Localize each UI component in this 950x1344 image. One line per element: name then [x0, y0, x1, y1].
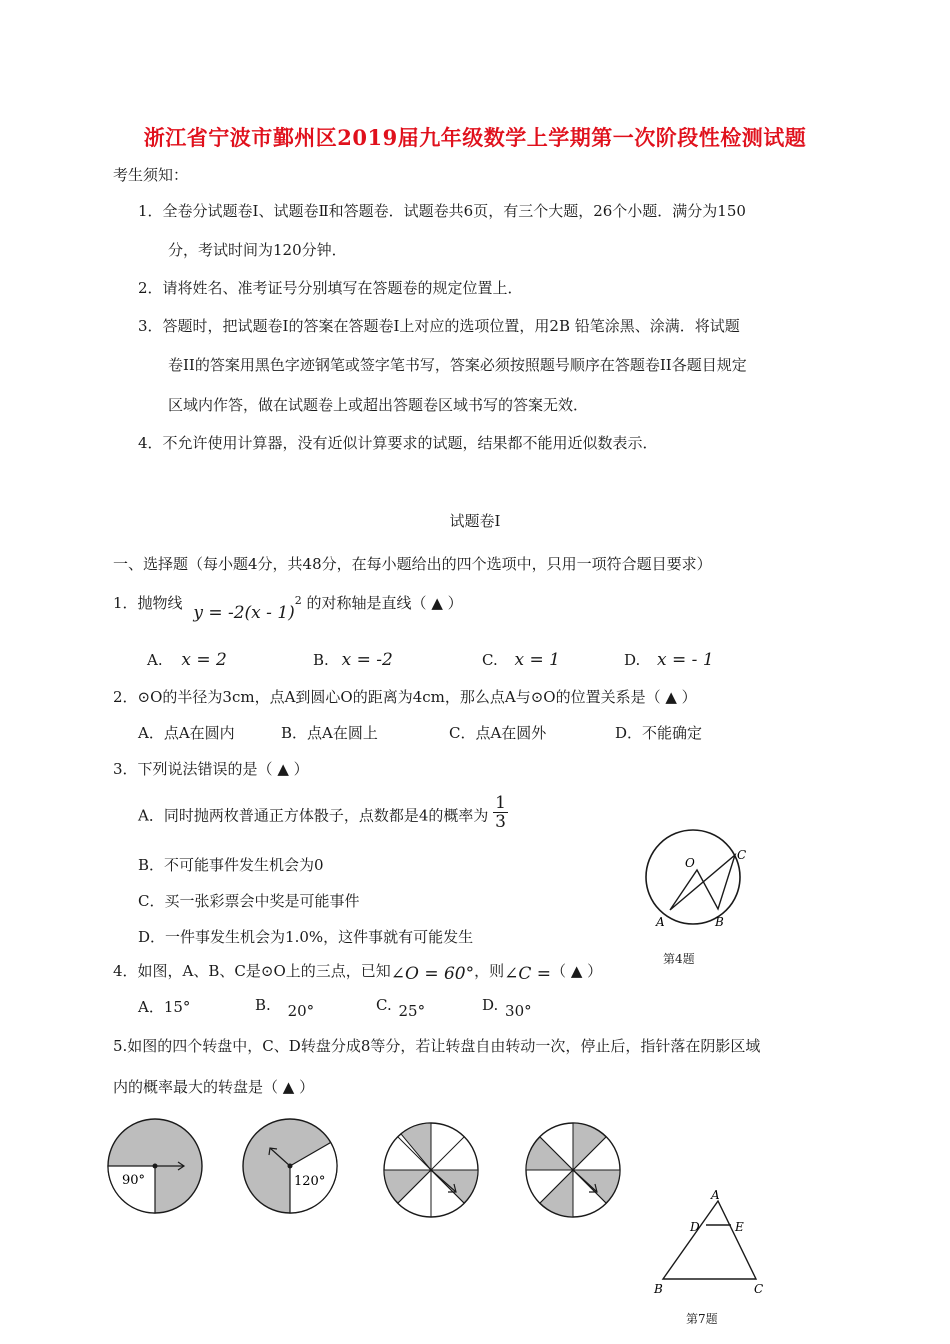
q4-stem-prefix: 4．如图，A、B、C是⊙O上的三点，已知 — [113, 962, 391, 980]
q1-option-b-label: B. — [313, 651, 329, 669]
q4-stem — [113, 960, 603, 984]
q4-option-b — [255, 996, 315, 1020]
q4-chords — [670, 855, 735, 910]
q7-label-d: D — [690, 1220, 700, 1234]
notice-item-4: 4．不允许使用计算器，没有近似计算要求的试题，结果都不能用近似数表示． — [138, 434, 658, 452]
notice-item-3-line-1: 3．答题时，把试题卷I的答案在答题卷I上对应的选项位置，用2B 铅笔涂黑、涂满．将试题 — [138, 317, 740, 335]
q1-option-c — [482, 650, 560, 670]
q1-option-a — [147, 650, 227, 670]
q2-option-c: C．点A在圆外 — [449, 724, 547, 742]
notice-item-1-line-2: 分，考试时间为120分钟． — [168, 241, 347, 259]
q3-option-b: B．不可能事件发生机会为0 — [138, 856, 324, 874]
page-title: 浙江省宁波市鄞州区2019届九年级数学上学期第一次阶段性检测试题 — [143, 125, 807, 150]
q3-fraction-numerator: 1 — [495, 793, 506, 813]
q2-stem: 2．⊙O的半径为3cm，点A到圆心O的距离为4cm，那么点A与⊙O的位置关系是（ ▲ ） — [113, 688, 697, 706]
q4-label-a: A — [656, 915, 665, 929]
q1-stem — [113, 592, 463, 623]
q1-option-d-value: x = - 1 — [657, 650, 714, 670]
q4-option-d-label: D. — [482, 996, 499, 1014]
q7-triangle — [663, 1201, 756, 1279]
q4-option-b-value: 20° — [287, 1002, 315, 1020]
part-one-heading: 一、选择题（每小题4分，共48分，在每小题给出的四个选项中，只用一项符合题目要求） — [113, 555, 712, 573]
q3-fraction-denominator: 3 — [495, 812, 506, 832]
q2-option-b: B．点A在圆上 — [281, 724, 378, 742]
notice-item-3-line-2: 卷II的答案用黑色字迹钢笔或签字笔书写，答案必须按照题号顺序在答题卷II各题目规定 — [168, 356, 747, 374]
q7-label-a: A — [711, 1188, 720, 1202]
q4-option-c — [376, 996, 426, 1020]
spinner-b-label: 120° — [294, 1174, 326, 1189]
notice-item-2: 2．请将姓名、准考证号分别填写在答题卷的规定位置上． — [138, 279, 523, 297]
q3-option-a — [138, 793, 508, 835]
q4-asked-angle: ∠C = — [504, 964, 552, 984]
q1-option-c-label: C. — [482, 651, 498, 669]
q4-option-d — [482, 996, 532, 1020]
q1-exponent: 2 — [294, 594, 302, 607]
q4-label-b: B — [715, 915, 724, 929]
q4-given-angle: ∠O = 60° — [390, 964, 475, 984]
q1-option-c-value: x = 1 — [514, 650, 560, 670]
q7-label-e: E — [735, 1220, 744, 1234]
q1-option-b — [313, 650, 393, 670]
q4-label-c: C — [737, 848, 747, 862]
q5-line-2: 内的概率最大的转盘是（ ▲ ） — [113, 1078, 315, 1096]
q7-triangle-figure — [648, 1185, 778, 1300]
q4-option-d-value: 30° — [505, 1002, 532, 1020]
spinner-d — [526, 1123, 620, 1217]
spinner-b — [243, 1119, 337, 1213]
q2-option-d: D．不能确定 — [615, 724, 703, 742]
q1-option-a-label: A. — [147, 651, 163, 669]
q3-option-d: D．一件事发生机会为1.0%，这件事就有可能发生 — [138, 928, 474, 946]
q4-option-c-value: 25° — [398, 1002, 426, 1020]
q4-label-o: O — [685, 856, 695, 870]
q3-stem: 3．下列说法错误的是（ ▲ ） — [113, 760, 309, 778]
q1-formula: y = -2(x - 1) — [193, 603, 295, 623]
q3-option-a-text: A．同时抛两枚普通正方体骰子，点数都是4的概率为 — [138, 806, 489, 825]
q4-stem-mid: ，则 — [474, 962, 505, 980]
q1-prefix: 1．抛物线 — [113, 594, 183, 612]
q7-label-b: B — [654, 1282, 663, 1296]
spinner-c — [384, 1123, 478, 1217]
q3-fraction — [493, 794, 508, 831]
q1-option-d — [624, 650, 714, 670]
q5-line-1: 5.如图的四个转盘中，C、D转盘分成8等分，若让转盘自由转动一次，停止后，指针落在阴影区域 — [113, 1037, 761, 1055]
q4-option-c-label: C. — [376, 996, 392, 1014]
notice-item-3-line-3: 区域内作答，做在试题卷上或超出答题卷区域书写的答案无效． — [168, 396, 589, 414]
spinner-a — [108, 1119, 202, 1213]
q2-option-a: A．点A在圆内 — [138, 724, 235, 742]
q7-figure-caption: 第7题 — [686, 1312, 718, 1326]
q4-option-b-label: B. — [255, 996, 271, 1014]
spinner-a-label: 90° — [122, 1173, 146, 1188]
q1-option-a-value: x = 2 — [181, 650, 227, 670]
q4-circle-figure — [640, 825, 760, 935]
q3-option-c: C．买一张彩票会中奖是可能事件 — [138, 892, 360, 910]
q4-option-a: A．15° — [138, 998, 191, 1016]
q1-option-d-label: D. — [624, 651, 641, 669]
q7-label-c: C — [754, 1282, 764, 1296]
q4-stem-suffix: （ ▲ ） — [551, 962, 603, 980]
notice-heading: 考生须知： — [113, 166, 189, 184]
q5-spinners — [100, 1110, 660, 1230]
q4-figure-caption: 第4题 — [663, 952, 695, 966]
section-title: 试题卷Ⅰ — [449, 512, 501, 530]
q1-suffix: 的对称轴是直线（ ▲ ） — [306, 594, 463, 612]
notice-item-1-line-1: 1．全卷分试题卷Ⅰ、试题卷Ⅱ和答题卷．试题卷共6页，有三个大题，26个小题．满分为150 — [138, 202, 746, 220]
q1-option-b-value: x = -2 — [341, 650, 393, 670]
